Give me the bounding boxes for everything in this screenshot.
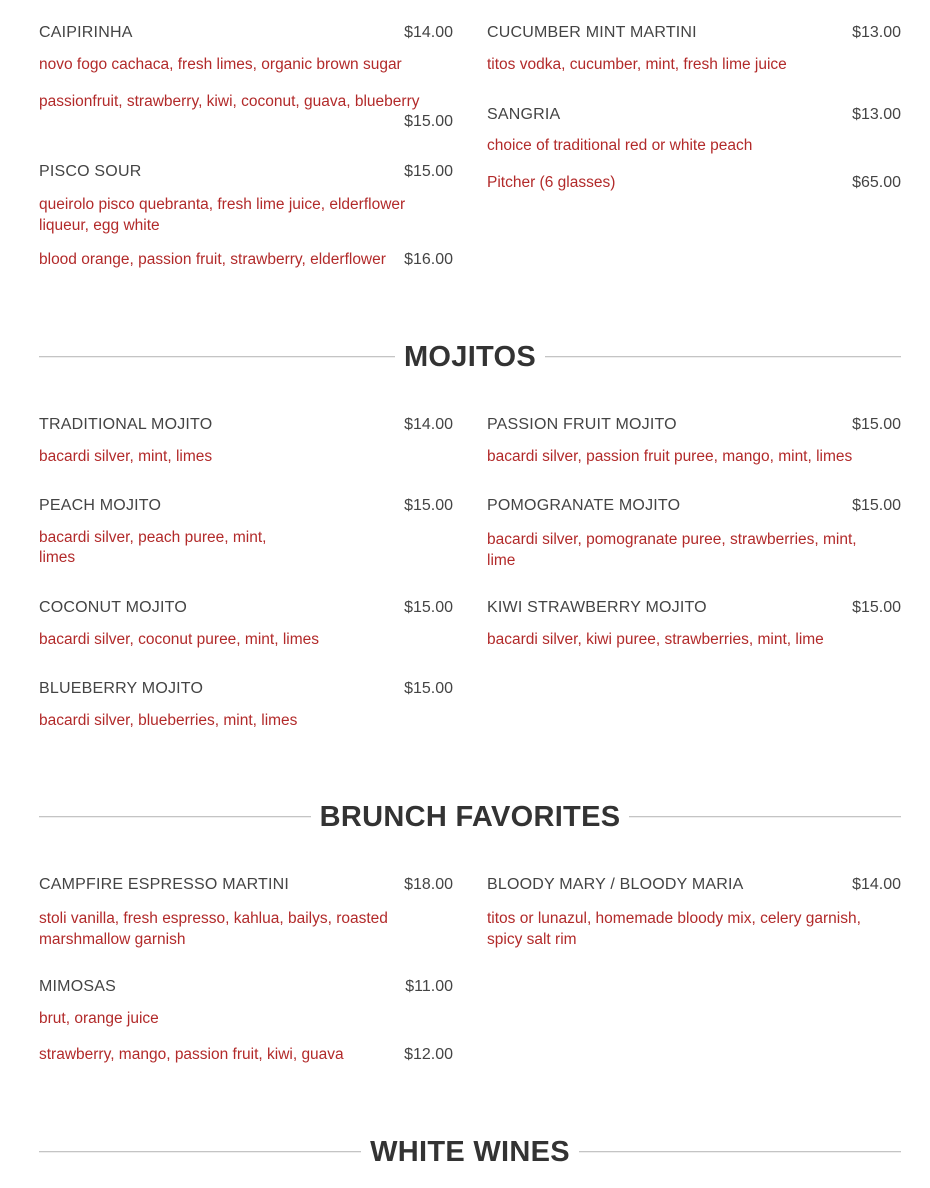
item-variant-price-caipirinha: $15.00 [404, 113, 453, 130]
section-title-brunch-favorites: BRUNCH FAVORITES [319, 800, 621, 833]
item-desc-blueberry-mojito: bacardi silver, blueberries, mint, limes [39, 712, 298, 729]
item-variant-pisco-sour: blood orange, passion fruit, strawberry, elderflower [39, 251, 386, 268]
item-price-coconut-mojito: $15.00 [404, 599, 453, 616]
item-pitcher-price-sangria: $65.00 [852, 174, 901, 191]
item-name-passion-fruit-mojito: PASSION FRUIT MOJITO [487, 416, 677, 433]
item-variant-mimosas: strawberry, mango, passion fruit, kiwi, guava [39, 1046, 344, 1063]
item-desc-mimosas: brut, orange juice [39, 1010, 159, 1027]
item-name-blueberry-mojito: BLUEBERRY MOJITO [39, 680, 204, 697]
heading-rule-left [39, 356, 395, 358]
item-price-caipirinha: $14.00 [404, 24, 453, 41]
section-title-white-wines: WHITE WINES [370, 1135, 570, 1168]
item-price-campfire-espresso-martini: $18.00 [404, 876, 453, 893]
item-desc-sangria: choice of traditional red or white peach [487, 137, 753, 154]
item-desc-cucumber-mint-martini: titos vodka, cucumber, mint, fresh lime juice [487, 56, 787, 73]
heading-rule-right [629, 816, 901, 818]
item-name-pisco-sour: PISCO SOUR [39, 163, 142, 180]
heading-rule-left [39, 816, 311, 818]
heading-rule-right [545, 356, 901, 358]
item-price-peach-mojito: $15.00 [404, 497, 453, 514]
item-price-pomogranate-mojito: $15.00 [852, 497, 901, 514]
item-desc-passion-fruit-mojito: bacardi silver, passion fruit puree, mango, mint, limes [487, 448, 853, 465]
item-desc-caipirinha: novo fogo cachaca, fresh limes, organic brown sugar [39, 56, 402, 73]
item-desc-kiwi-strawberry-mojito: bacardi silver, kiwi puree, strawberries, mint, lime [487, 631, 824, 648]
item-name-bloody-mary: BLOODY MARY / BLOODY MARIA [487, 876, 744, 893]
item-name-campfire-espresso-martini: CAMPFIRE ESPRESSO MARTINI [39, 876, 290, 893]
item-name-traditional-mojito: TRADITIONAL MOJITO [39, 416, 213, 433]
item-price-cucumber-mint-martini: $13.00 [852, 24, 901, 41]
item-desc-campfire-espresso-martini: stoli vanilla, fresh espresso, kahlua, bailys, roasted marshmallow garnish [39, 910, 388, 948]
item-name-peach-mojito: PEACH MOJITO [39, 497, 162, 514]
section-heading-mojitos [39, 337, 901, 377]
item-name-caipirinha: CAIPIRINHA [39, 24, 133, 41]
section-title-mojitos: MOJITOS [403, 340, 537, 373]
item-desc-peach-mojito-line2: limes [39, 549, 76, 566]
item-variant-caipirinha: passionfruit, strawberry, kiwi, coconut, guava, blueberry [39, 93, 420, 110]
item-pitcher-sangria: Pitcher (6 glasses) [487, 174, 616, 191]
item-name-mimosas: MIMOSAS [39, 978, 116, 995]
item-price-mimosas: $11.00 [405, 978, 453, 995]
item-price-traditional-mojito: $14.00 [404, 416, 453, 433]
item-variant-price-mimosas: $12.00 [404, 1046, 453, 1063]
item-name-sangria: SANGRIA [487, 106, 561, 123]
item-price-passion-fruit-mojito: $15.00 [852, 416, 901, 433]
item-price-pisco-sour: $15.00 [404, 163, 453, 180]
item-price-blueberry-mojito: $15.00 [404, 680, 453, 697]
section-heading-white-wines [39, 1132, 901, 1172]
item-name-pomogranate-mojito: POMOGRANATE MOJITO [487, 497, 681, 514]
item-name-coconut-mojito: COCONUT MOJITO [39, 599, 187, 616]
section-heading-brunch-favorites [39, 797, 901, 837]
item-price-bloody-mary: $14.00 [852, 876, 901, 893]
item-name-kiwi-strawberry-mojito: KIWI STRAWBERRY MOJITO [487, 599, 707, 616]
item-desc-peach-mojito-line1: bacardi silver, peach puree, mint, [39, 529, 267, 546]
item-price-sangria: $13.00 [852, 106, 901, 123]
item-name-cucumber-mint-martini: CUCUMBER MINT MARTINI [487, 24, 697, 41]
item-desc-pisco-sour: queirolo pisco quebranta, fresh lime juice, elderflower liqueur, egg white [39, 196, 406, 234]
item-desc-pomogranate-mojito: bacardi silver, pomogranate puree, strawberries, mint, lime [487, 531, 857, 569]
item-price-kiwi-strawberry-mojito: $15.00 [852, 599, 901, 616]
heading-rule-right [579, 1151, 901, 1153]
item-variant-price-pisco-sour: $16.00 [404, 251, 453, 268]
item-desc-traditional-mojito: bacardi silver, mint, limes [39, 448, 213, 465]
item-desc-bloody-mary: titos or lunazul, homemade bloody mix, celery garnish, spicy salt rim [487, 910, 861, 948]
item-desc-coconut-mojito: bacardi silver, coconut puree, mint, limes [39, 631, 319, 648]
heading-rule-left [39, 1151, 361, 1153]
